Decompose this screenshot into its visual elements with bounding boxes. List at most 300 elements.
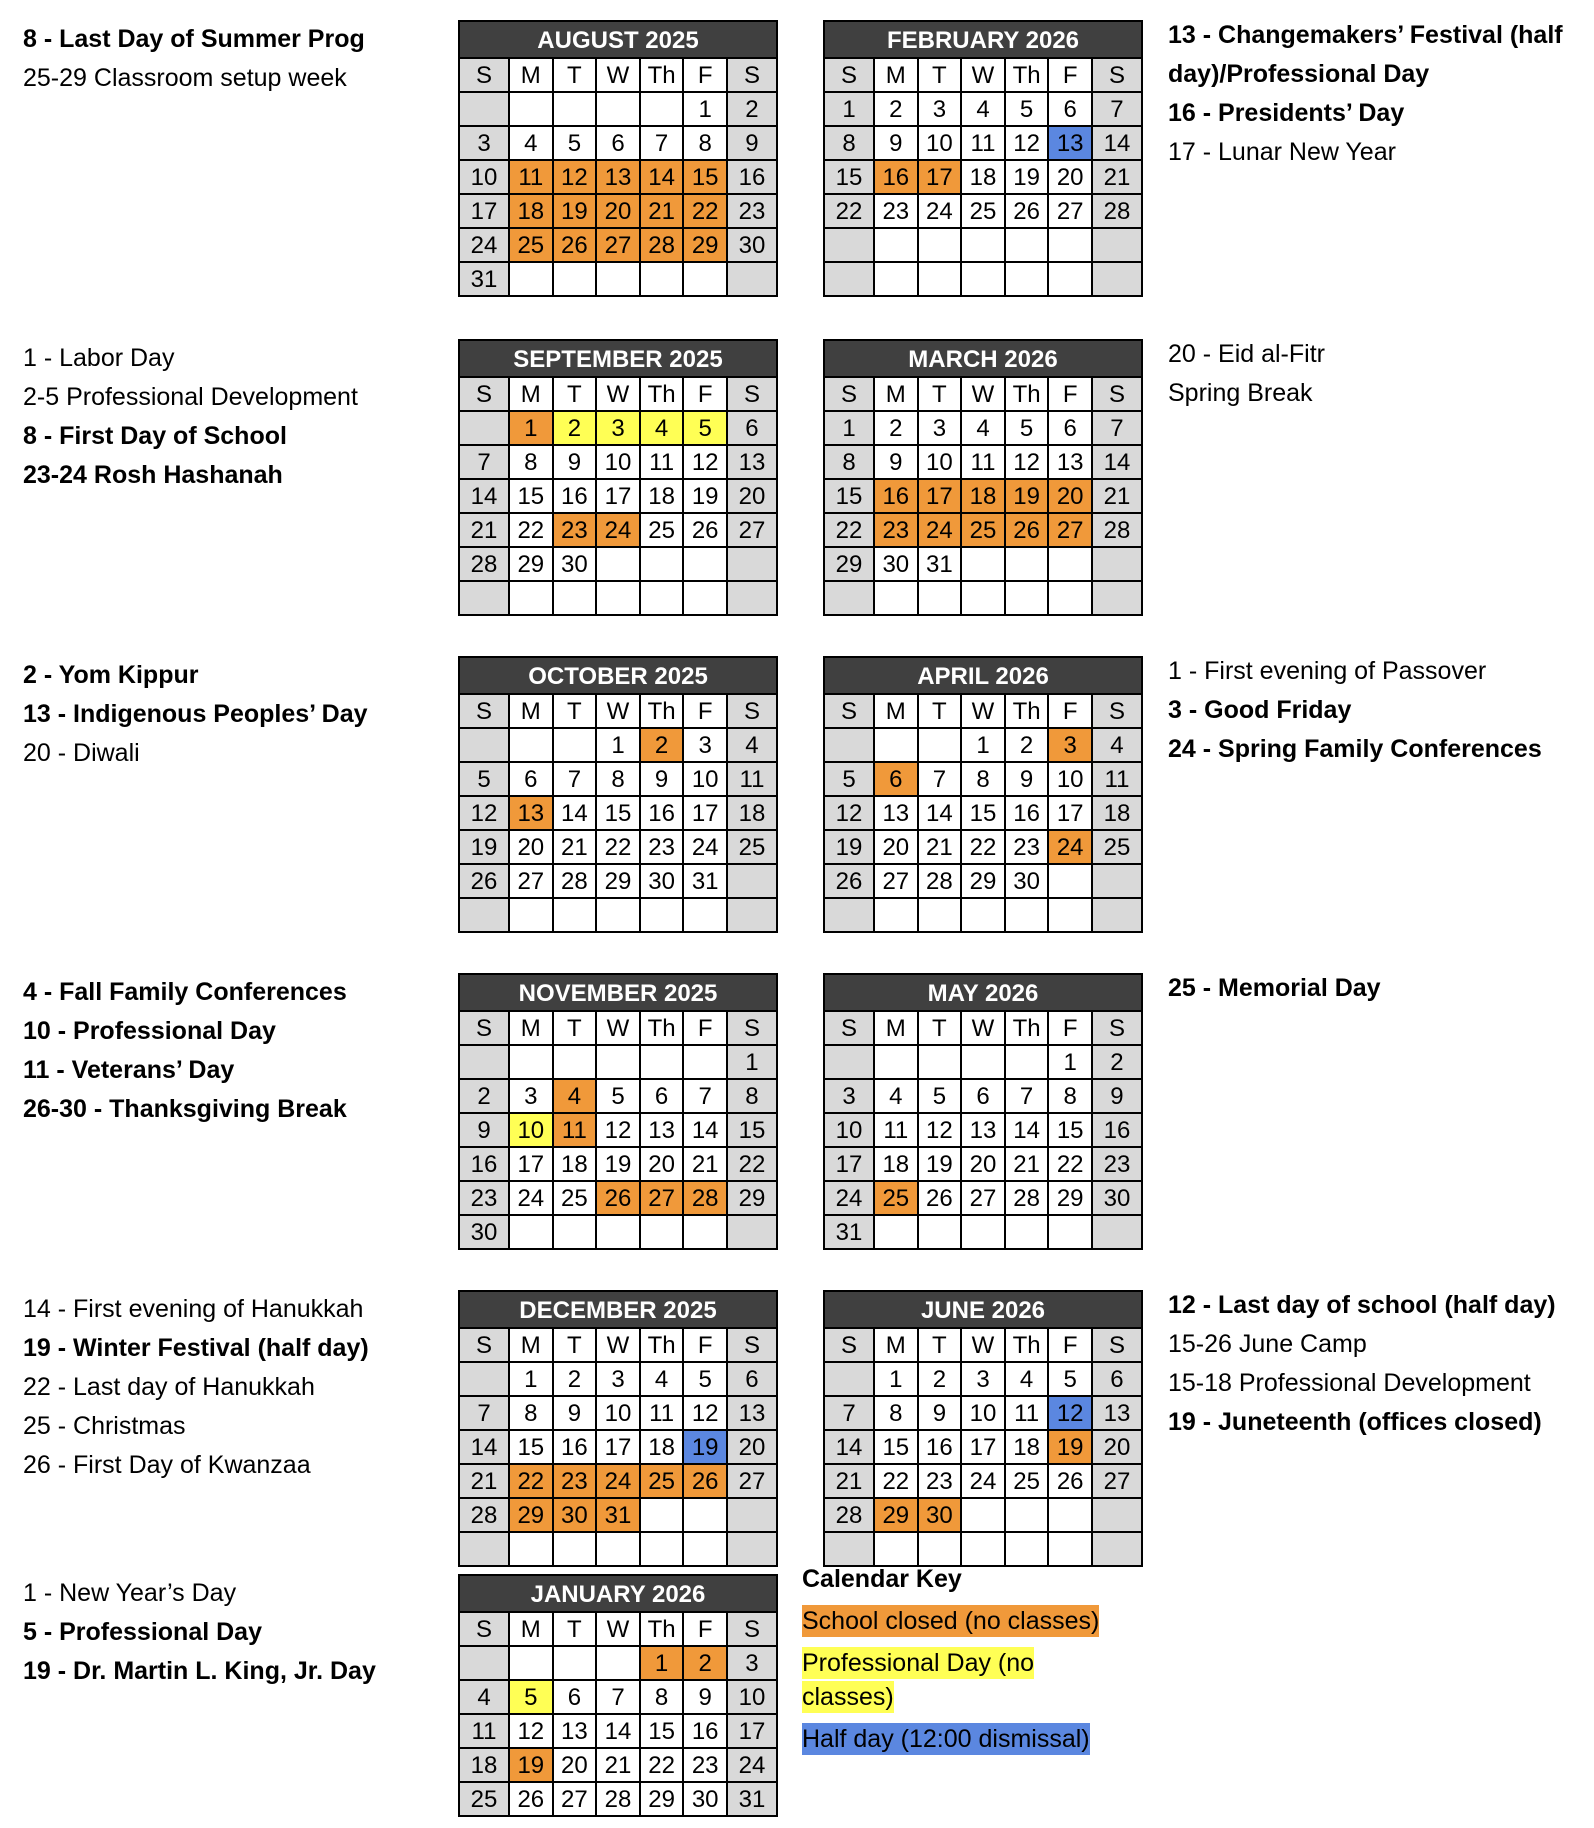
day-cell: 5: [684, 1363, 726, 1395]
day-cell: 10: [510, 1114, 552, 1146]
weekday-header: S: [825, 1329, 873, 1361]
day-cell: 4: [728, 729, 776, 761]
day-cell: 26: [1006, 195, 1048, 227]
weekday-header: Th: [1006, 59, 1048, 91]
day-cell: 15: [728, 1114, 776, 1146]
empty-cell: [460, 1363, 508, 1395]
empty-cell: [1049, 1216, 1091, 1248]
day-cell: 31: [597, 1499, 639, 1531]
empty-cell: [684, 548, 726, 580]
day-cell: 26: [554, 229, 596, 261]
day-cell: 13: [597, 161, 639, 193]
weekday-header: S: [825, 695, 873, 727]
day-cell: 4: [554, 1080, 596, 1112]
empty-cell: [641, 1216, 683, 1248]
day-cell: 21: [1006, 1148, 1048, 1180]
note-line: 1 - New Year’s Day: [23, 1579, 237, 1607]
day-cell: 19: [460, 831, 508, 863]
day-cell: 11: [875, 1114, 917, 1146]
empty-cell: [728, 865, 776, 897]
note-line: 25-29 Classroom setup week: [23, 64, 347, 92]
weekday-header: S: [728, 1613, 776, 1645]
calendar-key-title: Calendar Key: [802, 1565, 962, 1593]
day-cell: 29: [684, 229, 726, 261]
day-cell: 28: [554, 865, 596, 897]
month-title: JUNE 2026: [825, 1292, 1141, 1327]
empty-cell: [554, 1533, 596, 1565]
empty-cell: [460, 412, 508, 444]
empty-cell: [1006, 1046, 1048, 1078]
day-cell: 28: [460, 1499, 508, 1531]
day-cell: 12: [1006, 446, 1048, 478]
weekday-header: T: [554, 378, 596, 410]
day-cell: 6: [875, 763, 917, 795]
empty-cell: [875, 263, 917, 295]
key-professional-day: Professional Day (no classes): [802, 1649, 1035, 1711]
day-cell: 28: [1093, 195, 1141, 227]
empty-cell: [1093, 548, 1141, 580]
weekday-header: Th: [641, 1613, 683, 1645]
day-cell: 21: [684, 1148, 726, 1180]
empty-cell: [1006, 263, 1048, 295]
month-grid: [460, 57, 776, 295]
note-line: 16 - Presidents’ Day: [1168, 99, 1405, 127]
empty-cell: [684, 899, 726, 931]
day-cell: 22: [510, 1465, 552, 1497]
day-cell: 26: [597, 1182, 639, 1214]
day-cell: 19: [597, 1148, 639, 1180]
day-cell: 9: [641, 763, 683, 795]
day-cell: 16: [684, 1715, 726, 1747]
weekday-header: F: [684, 695, 726, 727]
empty-cell: [597, 1647, 639, 1679]
empty-cell: [510, 582, 552, 614]
day-cell: 13: [641, 1114, 683, 1146]
note-line: 26 - First Day of Kwanzaa: [23, 1451, 311, 1479]
empty-cell: [1093, 1216, 1141, 1248]
note-line: 11 - Veterans’ Day: [23, 1056, 235, 1084]
empty-cell: [728, 263, 776, 295]
day-cell: 21: [641, 195, 683, 227]
day-cell: 26: [684, 514, 726, 546]
day-cell: 23: [919, 1465, 961, 1497]
empty-cell: [1093, 263, 1141, 295]
empty-cell: [460, 1533, 508, 1565]
day-cell: 27: [1049, 514, 1091, 546]
empty-cell: [1006, 548, 1048, 580]
empty-cell: [875, 899, 917, 931]
empty-cell: [684, 582, 726, 614]
weekday-header: S: [1093, 59, 1141, 91]
day-cell: 30: [1093, 1182, 1141, 1214]
note-line: 15-18 Professional Development: [1168, 1369, 1531, 1397]
day-cell: 15: [510, 1431, 552, 1463]
day-cell: 14: [641, 161, 683, 193]
day-cell: 3: [597, 412, 639, 444]
day-cell: 25: [641, 514, 683, 546]
weekday-header: Th: [1006, 378, 1048, 410]
empty-cell: [641, 582, 683, 614]
weekday-header: S: [728, 1012, 776, 1044]
empty-cell: [825, 1533, 873, 1565]
day-cell: 25: [641, 1465, 683, 1497]
note-line: 24 - Spring Family Conferences: [1168, 735, 1542, 763]
day-cell: 28: [684, 1182, 726, 1214]
day-cell: 2: [919, 1363, 961, 1395]
day-cell: 20: [875, 831, 917, 863]
note-line: 20 - Eid al-Fitr: [1168, 340, 1325, 368]
day-cell: 20: [554, 1749, 596, 1781]
day-cell: 27: [1093, 1465, 1141, 1497]
weekday-header: W: [962, 59, 1004, 91]
day-cell: 6: [510, 763, 552, 795]
weekday-header: F: [1049, 1329, 1091, 1361]
day-cell: 26: [460, 865, 508, 897]
empty-cell: [597, 582, 639, 614]
weekday-header: F: [684, 378, 726, 410]
day-cell: 6: [597, 127, 639, 159]
day-cell: 15: [510, 480, 552, 512]
day-cell: 12: [510, 1715, 552, 1747]
day-cell: 11: [962, 446, 1004, 478]
day-cell: 8: [825, 446, 873, 478]
day-cell: 13: [875, 797, 917, 829]
day-cell: 7: [1093, 412, 1141, 444]
day-cell: 31: [919, 548, 961, 580]
weekday-header: S: [460, 1613, 508, 1645]
day-cell: 19: [684, 480, 726, 512]
day-cell: 31: [728, 1783, 776, 1815]
day-cell: 17: [597, 480, 639, 512]
empty-cell: [554, 1647, 596, 1679]
day-cell: 18: [554, 1148, 596, 1180]
empty-cell: [1093, 1533, 1141, 1565]
weekday-header: W: [597, 378, 639, 410]
day-cell: 27: [554, 1783, 596, 1815]
month-calendar: [823, 339, 1143, 616]
day-cell: 9: [684, 1681, 726, 1713]
empty-cell: [510, 93, 552, 125]
day-cell: 26: [510, 1783, 552, 1815]
day-cell: 20: [728, 1431, 776, 1463]
day-cell: 29: [962, 865, 1004, 897]
weekday-header: Th: [1006, 695, 1048, 727]
day-cell: 16: [1006, 797, 1048, 829]
day-cell: 3: [460, 127, 508, 159]
day-cell: 12: [919, 1114, 961, 1146]
day-cell: 14: [597, 1715, 639, 1747]
month-calendar: [458, 1290, 778, 1567]
month-notes: [23, 656, 453, 773]
weekday-header: M: [875, 59, 917, 91]
day-cell: 15: [684, 161, 726, 193]
note-line: 20 - Diwali: [23, 739, 140, 767]
day-cell: 26: [684, 1465, 726, 1497]
day-cell: 24: [684, 831, 726, 863]
day-cell: 7: [554, 763, 596, 795]
weekday-header: M: [510, 59, 552, 91]
day-cell: 18: [460, 1749, 508, 1781]
empty-cell: [825, 582, 873, 614]
day-cell: 21: [460, 1465, 508, 1497]
empty-cell: [684, 1046, 726, 1078]
weekday-header: Th: [1006, 1329, 1048, 1361]
day-cell: 11: [554, 1114, 596, 1146]
empty-cell: [1049, 582, 1091, 614]
weekday-header: T: [919, 695, 961, 727]
empty-cell: [597, 1216, 639, 1248]
day-cell: 19: [554, 195, 596, 227]
day-cell: 23: [1093, 1148, 1141, 1180]
day-cell: 23: [728, 195, 776, 227]
empty-cell: [875, 1046, 917, 1078]
day-cell: 14: [684, 1114, 726, 1146]
day-cell: 19: [510, 1749, 552, 1781]
day-cell: 14: [1006, 1114, 1048, 1146]
empty-cell: [825, 1046, 873, 1078]
day-cell: 3: [728, 1647, 776, 1679]
weekday-header: T: [554, 1012, 596, 1044]
day-cell: 22: [510, 514, 552, 546]
day-cell: 15: [597, 797, 639, 829]
empty-cell: [919, 729, 961, 761]
day-cell: 30: [460, 1216, 508, 1248]
empty-cell: [684, 1533, 726, 1565]
month-grid: [825, 693, 1141, 931]
empty-cell: [1093, 229, 1141, 261]
day-cell: 22: [684, 195, 726, 227]
day-cell: 27: [597, 229, 639, 261]
day-cell: 29: [597, 865, 639, 897]
empty-cell: [554, 899, 596, 931]
day-cell: 16: [554, 1431, 596, 1463]
day-cell: 20: [962, 1148, 1004, 1180]
day-cell: 4: [962, 412, 1004, 444]
empty-cell: [554, 729, 596, 761]
day-cell: 5: [510, 1681, 552, 1713]
day-cell: 28: [1093, 514, 1141, 546]
month-grid: [825, 376, 1141, 614]
empty-cell: [554, 1216, 596, 1248]
day-cell: 14: [554, 797, 596, 829]
weekday-header: M: [510, 695, 552, 727]
month-title: MARCH 2026: [825, 341, 1141, 376]
day-cell: 26: [919, 1182, 961, 1214]
weekday-header: F: [684, 59, 726, 91]
day-cell: 16: [1093, 1114, 1141, 1146]
day-cell: 12: [1006, 127, 1048, 159]
note-line: 23-24 Rosh Hashanah: [23, 461, 283, 489]
day-cell: 9: [875, 446, 917, 478]
day-cell: 6: [962, 1080, 1004, 1112]
weekday-header: F: [1049, 59, 1091, 91]
month-notes: [1168, 1286, 1588, 1442]
empty-cell: [1049, 1533, 1091, 1565]
day-cell: 15: [962, 797, 1004, 829]
empty-cell: [728, 1216, 776, 1248]
month-notes: [1168, 16, 1588, 172]
day-cell: 28: [1006, 1182, 1048, 1214]
day-cell: 4: [641, 1363, 683, 1395]
month-title: DECEMBER 2025: [460, 1292, 776, 1327]
weekday-header: S: [825, 1012, 873, 1044]
day-cell: 11: [641, 1397, 683, 1429]
day-cell: 23: [875, 514, 917, 546]
day-cell: 20: [1093, 1431, 1141, 1463]
empty-cell: [554, 263, 596, 295]
weekday-header: W: [597, 1329, 639, 1361]
day-cell: 30: [728, 229, 776, 261]
empty-cell: [641, 93, 683, 125]
day-cell: 24: [728, 1749, 776, 1781]
empty-cell: [597, 1533, 639, 1565]
weekday-header: F: [1049, 695, 1091, 727]
day-cell: 6: [728, 1363, 776, 1395]
empty-cell: [1006, 1216, 1048, 1248]
empty-cell: [597, 548, 639, 580]
weekday-header: S: [728, 695, 776, 727]
day-cell: 18: [962, 161, 1004, 193]
day-cell: 21: [554, 831, 596, 863]
day-cell: 7: [919, 763, 961, 795]
empty-cell: [875, 582, 917, 614]
day-cell: 8: [510, 1397, 552, 1429]
day-cell: 4: [962, 93, 1004, 125]
day-cell: 1: [510, 412, 552, 444]
day-cell: 12: [460, 797, 508, 829]
weekday-header: T: [919, 1012, 961, 1044]
empty-cell: [1049, 548, 1091, 580]
day-cell: 2: [875, 93, 917, 125]
day-cell: 25: [460, 1783, 508, 1815]
note-line: 4 - Fall Family Conferences: [23, 978, 347, 1006]
day-cell: 13: [554, 1715, 596, 1747]
day-cell: 25: [1006, 1465, 1048, 1497]
day-cell: 20: [597, 195, 639, 227]
day-cell: 16: [875, 480, 917, 512]
note-line: 3 - Good Friday: [1168, 696, 1352, 724]
empty-cell: [597, 93, 639, 125]
empty-cell: [641, 548, 683, 580]
day-cell: 1: [825, 93, 873, 125]
day-cell: 19: [919, 1148, 961, 1180]
day-cell: 13: [510, 797, 552, 829]
day-cell: 26: [825, 865, 873, 897]
day-cell: 6: [554, 1681, 596, 1713]
day-cell: 28: [825, 1499, 873, 1531]
day-cell: 16: [919, 1431, 961, 1463]
day-cell: 15: [825, 480, 873, 512]
day-cell: 8: [1049, 1080, 1091, 1112]
day-cell: 30: [641, 865, 683, 897]
day-cell: 13: [728, 1397, 776, 1429]
day-cell: 30: [684, 1783, 726, 1815]
day-cell: 27: [510, 865, 552, 897]
day-cell: 7: [825, 1397, 873, 1429]
day-cell: 17: [1049, 797, 1091, 829]
empty-cell: [684, 1499, 726, 1531]
empty-cell: [510, 1046, 552, 1078]
day-cell: 3: [919, 93, 961, 125]
month-grid: [825, 1010, 1141, 1248]
day-cell: 18: [728, 797, 776, 829]
day-cell: 12: [684, 1397, 726, 1429]
day-cell: 16: [641, 797, 683, 829]
empty-cell: [1006, 1533, 1048, 1565]
weekday-header: W: [597, 1012, 639, 1044]
empty-cell: [962, 582, 1004, 614]
weekday-header: M: [510, 1012, 552, 1044]
day-cell: 18: [1093, 797, 1141, 829]
day-cell: 1: [597, 729, 639, 761]
day-cell: 1: [962, 729, 1004, 761]
month-notes: [23, 20, 453, 98]
day-cell: 6: [728, 412, 776, 444]
empty-cell: [510, 1216, 552, 1248]
day-cell: 14: [460, 480, 508, 512]
weekday-header: W: [597, 1613, 639, 1645]
empty-cell: [1006, 582, 1048, 614]
month-grid: [825, 57, 1141, 295]
day-cell: 20: [728, 480, 776, 512]
empty-cell: [460, 1647, 508, 1679]
note-line: 2-5 Professional Development: [23, 383, 358, 411]
day-cell: 29: [875, 1499, 917, 1531]
day-cell: 19: [1006, 480, 1048, 512]
day-cell: 15: [825, 161, 873, 193]
weekday-header: T: [919, 1329, 961, 1361]
month-notes: [1168, 969, 1588, 1008]
day-cell: 10: [1049, 763, 1091, 795]
day-cell: 5: [684, 412, 726, 444]
month-grid: [460, 693, 776, 931]
empty-cell: [962, 1533, 1004, 1565]
day-cell: 18: [510, 195, 552, 227]
day-cell: 23: [1006, 831, 1048, 863]
note-line: Spring Break: [1168, 379, 1313, 407]
calendar-key: [802, 1562, 1142, 1764]
month-calendar: [458, 20, 778, 297]
day-cell: 5: [1006, 93, 1048, 125]
month-calendar: [458, 339, 778, 616]
note-line: 5 - Professional Day: [23, 1618, 262, 1646]
month-notes: [23, 973, 453, 1129]
day-cell: 17: [825, 1148, 873, 1180]
day-cell: 9: [875, 127, 917, 159]
weekday-header: S: [825, 59, 873, 91]
empty-cell: [825, 263, 873, 295]
day-cell: 31: [460, 263, 508, 295]
day-cell: 22: [825, 195, 873, 227]
empty-cell: [919, 1046, 961, 1078]
day-cell: 2: [875, 412, 917, 444]
empty-cell: [597, 899, 639, 931]
empty-cell: [1006, 1499, 1048, 1531]
day-cell: 15: [875, 1431, 917, 1463]
day-cell: 8: [728, 1080, 776, 1112]
day-cell: 31: [684, 865, 726, 897]
empty-cell: [1093, 582, 1141, 614]
day-cell: 28: [597, 1783, 639, 1815]
day-cell: 1: [684, 93, 726, 125]
day-cell: 1: [825, 412, 873, 444]
day-cell: 8: [825, 127, 873, 159]
day-cell: 4: [875, 1080, 917, 1112]
day-cell: 5: [825, 763, 873, 795]
day-cell: 20: [641, 1148, 683, 1180]
note-line: 12 - Last day of school (half day): [1168, 1291, 1556, 1319]
empty-cell: [597, 263, 639, 295]
